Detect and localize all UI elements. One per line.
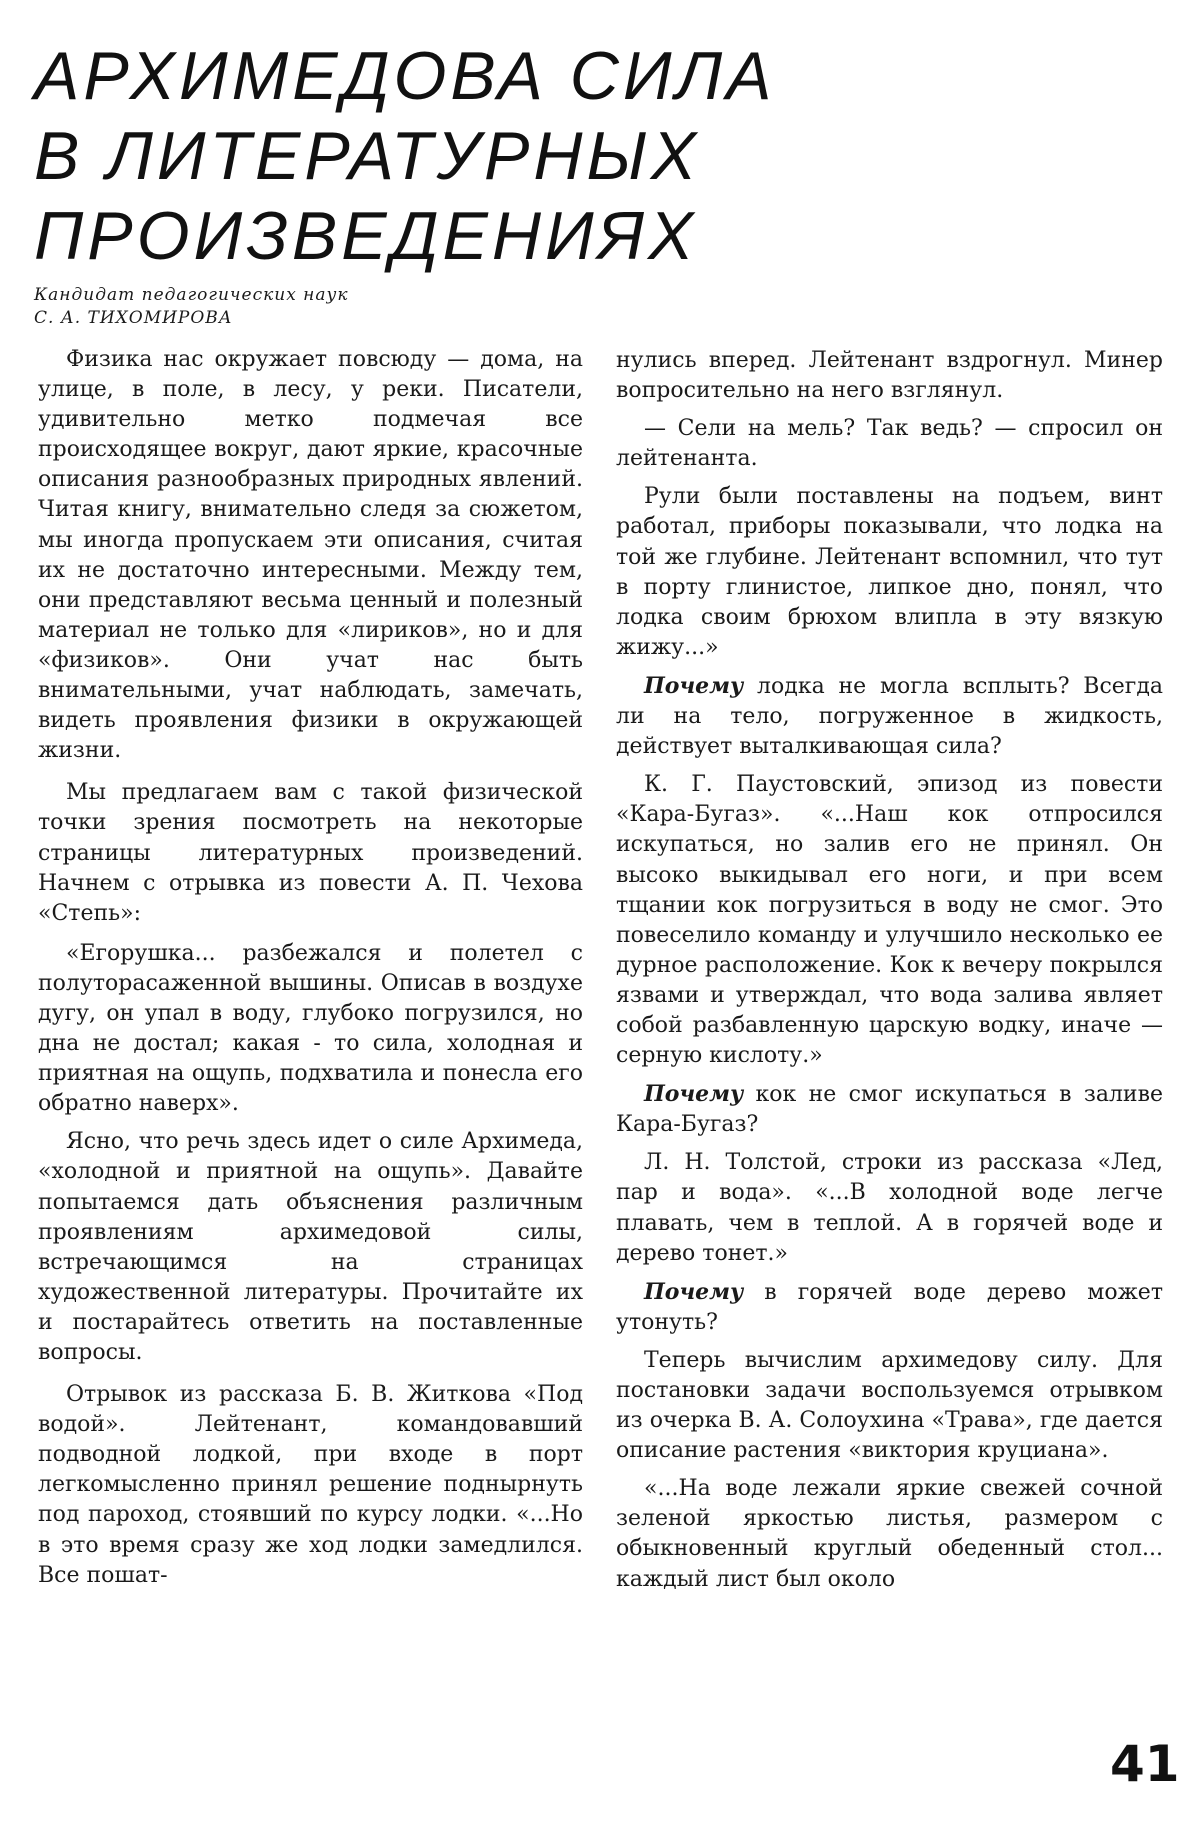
- title-line-3: ПРОИЗВЕДЕНИЯХ: [34, 198, 698, 274]
- question-keyword: Почему: [644, 1081, 744, 1108]
- paragraph: Рули были поставлены на подъем, винт работал, приборы показывали, что лодка на той же глубине. Лейтенант вспомнил, что тут в порту глинистое, липкое дно, понял, что лодка своим брюхом влипла в эту вязкую жижу...»: [616, 484, 1163, 660]
- page-number: 41: [1110, 1735, 1180, 1793]
- title-line-2: В ЛИТЕРАТУРНЫХ: [34, 118, 701, 194]
- question-paragraph: [616, 1079, 1163, 1140]
- quote-paragraph: «Егорушка... разбежался и полетел с полуторасаженной вышины. Описав в воздухе дугу, он упал в воду, глубоко погрузился, но дна не достал; какая - то сила, холодная и приятная на ощупь, подхватила и понесла его обратно наверх».: [38, 940, 583, 1117]
- question-text: в горячей воде дерево может утонуть?: [616, 1279, 1163, 1335]
- question-keyword: Почему: [644, 672, 744, 699]
- question-text: кок не смог искупаться в заливе Кара-Бугаз?: [616, 1082, 1163, 1138]
- article-title: [34, 36, 1134, 276]
- title-line-1: АРХИМЕДОВА СИЛА: [34, 38, 776, 114]
- paragraph: Ясно, что речь здесь идет о силе Архимеда, «холодной и приятной на ощупь». Давайте попытаемся дать объяснения различным проявлениям архимедовой силы, встречающимся на страницах художественной литературы. Прочитайте их и постарайтесь ответить на поставленные вопросы.: [38, 1129, 583, 1365]
- paragraph: Теперь вычислим архимедову силу. Для постановки задачи воспользуемся отрывком из очерка В. А. Солоухина «Трава», где дается описание растения «виктория круциана».: [616, 1347, 1163, 1464]
- paragraph: нулись вперед. Лейтенант вздрогнул. Минер вопросительно на него взглянул.: [616, 348, 1163, 404]
- question-keyword: Почему: [644, 1278, 744, 1305]
- question-paragraph: [616, 1277, 1163, 1338]
- author-degree: Кандидат педагогических наук: [34, 285, 349, 305]
- paragraph: Отрывок из рассказа Б. В. Житкова «Под водой». Лейтенант, командовавший подводной лодкой, при входе в порт легкомысленно принял решение поднырнуть под пароход, стоявший по курсу лодки. «...Но в это время сразу же ход лодки замедлился. Все пошат-: [38, 1382, 583, 1588]
- author-byline: [34, 284, 634, 330]
- left-column: [38, 345, 583, 1599]
- quote-paragraph: «...На воде лежали яркие свежей сочной зеленой яркостью листья, размером с обыкновенный круглый обеденный стол... каждый лист был около: [616, 1476, 1163, 1592]
- author-name: С. А. ТИХОМИРОВА: [34, 308, 233, 328]
- paragraph: Физика нас окружает повсюду — дома, на улице, в поле, в лесу, у реки. Писатели, удивительно метко подмечая все происходящее вокруг, дают яркие, красочные описания разнообразных природных явлений. Читая книгу, внимательно следя за сюжетом, мы иногда пропускаем эти описания, считая их не достаточно интересными. Между тем, они представляют весьма ценный и полезный материал не только для «лириков», но и для «физиков». Они учат нас быть внимательными, учат наблюдать, замечать, видеть проявления физики в окружающей жизни.: [38, 347, 583, 764]
- question-paragraph: [616, 671, 1163, 762]
- paragraph: Мы предлагаем вам с такой физической точки зрения посмотреть на некоторые страницы литературных произведений. Начнем с отрывка из повести А. П. Чехова «Степь»:: [38, 780, 583, 926]
- paragraph: — Сели на мель? Так ведь? — спросил он лейтенанта.: [616, 416, 1163, 472]
- paragraph: К. Г. Паустовский, эпизод из повести «Кара-Бугаз». «...Наш кок отпросился искупаться, но залив его не принял. Он высоко выкидывал его ноги, и при всем тщании кок погрузиться в воду не смог. Это повеселило команду и улучшило несколько ее дурное расположение. Кок к вечеру покрылся язвами и утверждал, что вода залива являет собой разбавленную царскую водку, иначе — серную кислоту.»: [616, 772, 1163, 1069]
- paragraph: Л. Н. Толстой, строки из рассказа «Лед, пар и вода». «...В холодной воде легче плавать, чем в теплой. А в горячей воде и дерево тонет.»: [616, 1150, 1163, 1266]
- question-text: лодка не могла всплыть? Всегда ли на тело, погруженное в жидкость, действует выталкивающая сила?: [616, 673, 1163, 760]
- right-column: [616, 346, 1163, 1603]
